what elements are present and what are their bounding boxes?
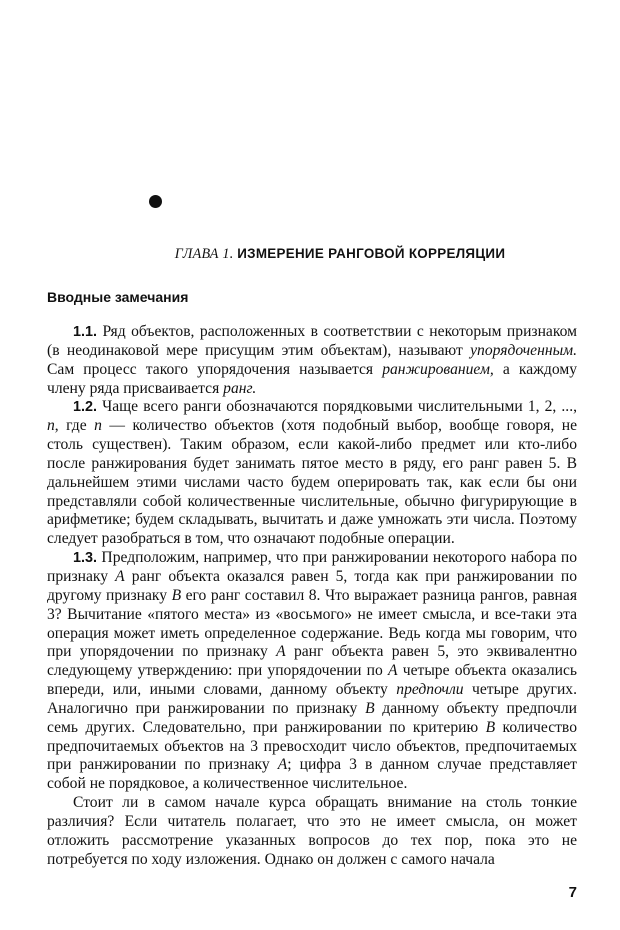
text-run: Ряд объектов, расположенных в соответствии с некоторым признаком (в неодинаковой мере присущим этим объектам), называют: [47, 323, 577, 359]
chapter-heading: [60, 246, 620, 263]
chapter-title: ИЗМЕРЕНИЕ РАНГОВОЙ КОРРЕЛЯЦИИ: [237, 246, 506, 261]
text-run: четыре объекта оказались впереди, или, иными словами, данному объекту: [47, 662, 578, 699]
italic-var: A: [277, 756, 288, 774]
italic-var: B: [485, 718, 496, 736]
text-run: Чаще всего ранги обозначаются порядковыми числительными 1, 2, ...,: [97, 398, 577, 416]
paragraph-continuation: Стоит ли в самом начале курса обращать внимание на столь тонкие различия? Если читатель полагает, что это не имеет смысла, он может отложить рассмотрение указанных вопросов до тех пор, пока это не потребуется по ходу изложения. Однако он должен с самого начала: [47, 794, 577, 868]
text-run: ранг объекта равен 5, это эквивалентно следующему утверждению: при упорядочении по: [47, 643, 577, 680]
italic-var: A: [388, 662, 398, 680]
italic-term: ранжированием,: [382, 360, 494, 378]
italic-term: ранг.: [223, 379, 257, 397]
text-run: — количество объектов (хотя подобный выбор, вообще говоря, не столь существен). Таким образом, если какой-либо предмет или кто-либо после ранжирования будет занимать пятое место в ряду, его ранг равен 5. В дальнейшем этими числами часто будем оперировать так, как если бы они представляли собой количественные числительные, обычно фигурирующие в арифметике; будем складывать, вычитать и даже умножать эти числа. Поэтому следует разобраться в том, что означают подобные операции.: [47, 417, 578, 548]
text-run: а каждому члену ряда присваивается: [47, 360, 578, 397]
paragraph-1-1: [47, 323, 577, 398]
chapter-number: ГЛАВА 1.: [174, 246, 234, 262]
italic-var: B: [171, 586, 182, 604]
text-run: данному объекту предпочли семь других. Следовательно, при ранжировании по критерию: [47, 699, 578, 736]
paragraph-1-3: [47, 549, 577, 794]
page-number: 7: [568, 884, 577, 901]
paragraph-number: 1.3.: [73, 550, 98, 567]
paragraph-1-2: [47, 398, 577, 549]
paragraph-number: 1.1.: [73, 324, 98, 340]
body-text: [47, 323, 577, 869]
italic-var: n: [94, 417, 102, 435]
text-run: его ранг составил 8. Что выражает разница рангов, равная 3? Вычитание «пятого места» из «восьмого» не имеет смысла, и все-таки эта операция может иметь определенное содержание. Ведь когда мы говорим, что при упорядочении по признаку: [47, 586, 577, 661]
paragraph-number: 1.2.: [73, 399, 98, 416]
italic-var: B: [365, 699, 375, 717]
text-run: четыре других. Аналогично при ранжировании по признаку: [47, 681, 577, 717]
italic-var: A: [276, 643, 286, 661]
italic-var: A: [115, 567, 125, 585]
text-run: ранг объекта оказался равен 5, тогда как при ранжировании по другому признаку: [47, 567, 577, 604]
italic-var: n: [47, 417, 55, 435]
text-run: Предположим, например, что при ранжировании некоторого набора по признаку: [47, 549, 577, 585]
italic-term: упорядоченным.: [470, 341, 577, 359]
section-title: Вводные замечания: [47, 289, 189, 305]
text-run: ; цифра 3 в данном случае представляет собой не порядковое, а количественное числительное.: [47, 756, 577, 793]
text-run: Сам процесс такого упорядочения называется: [47, 360, 383, 378]
bullet-mark: [149, 195, 162, 208]
text-run: количество предпочитаемых объектов на 3 превосходит число объектов, предпочитаемых при ранжировании по признаку: [47, 718, 577, 774]
text-run: , где: [54, 417, 95, 435]
italic-term: предпочли: [396, 681, 464, 699]
